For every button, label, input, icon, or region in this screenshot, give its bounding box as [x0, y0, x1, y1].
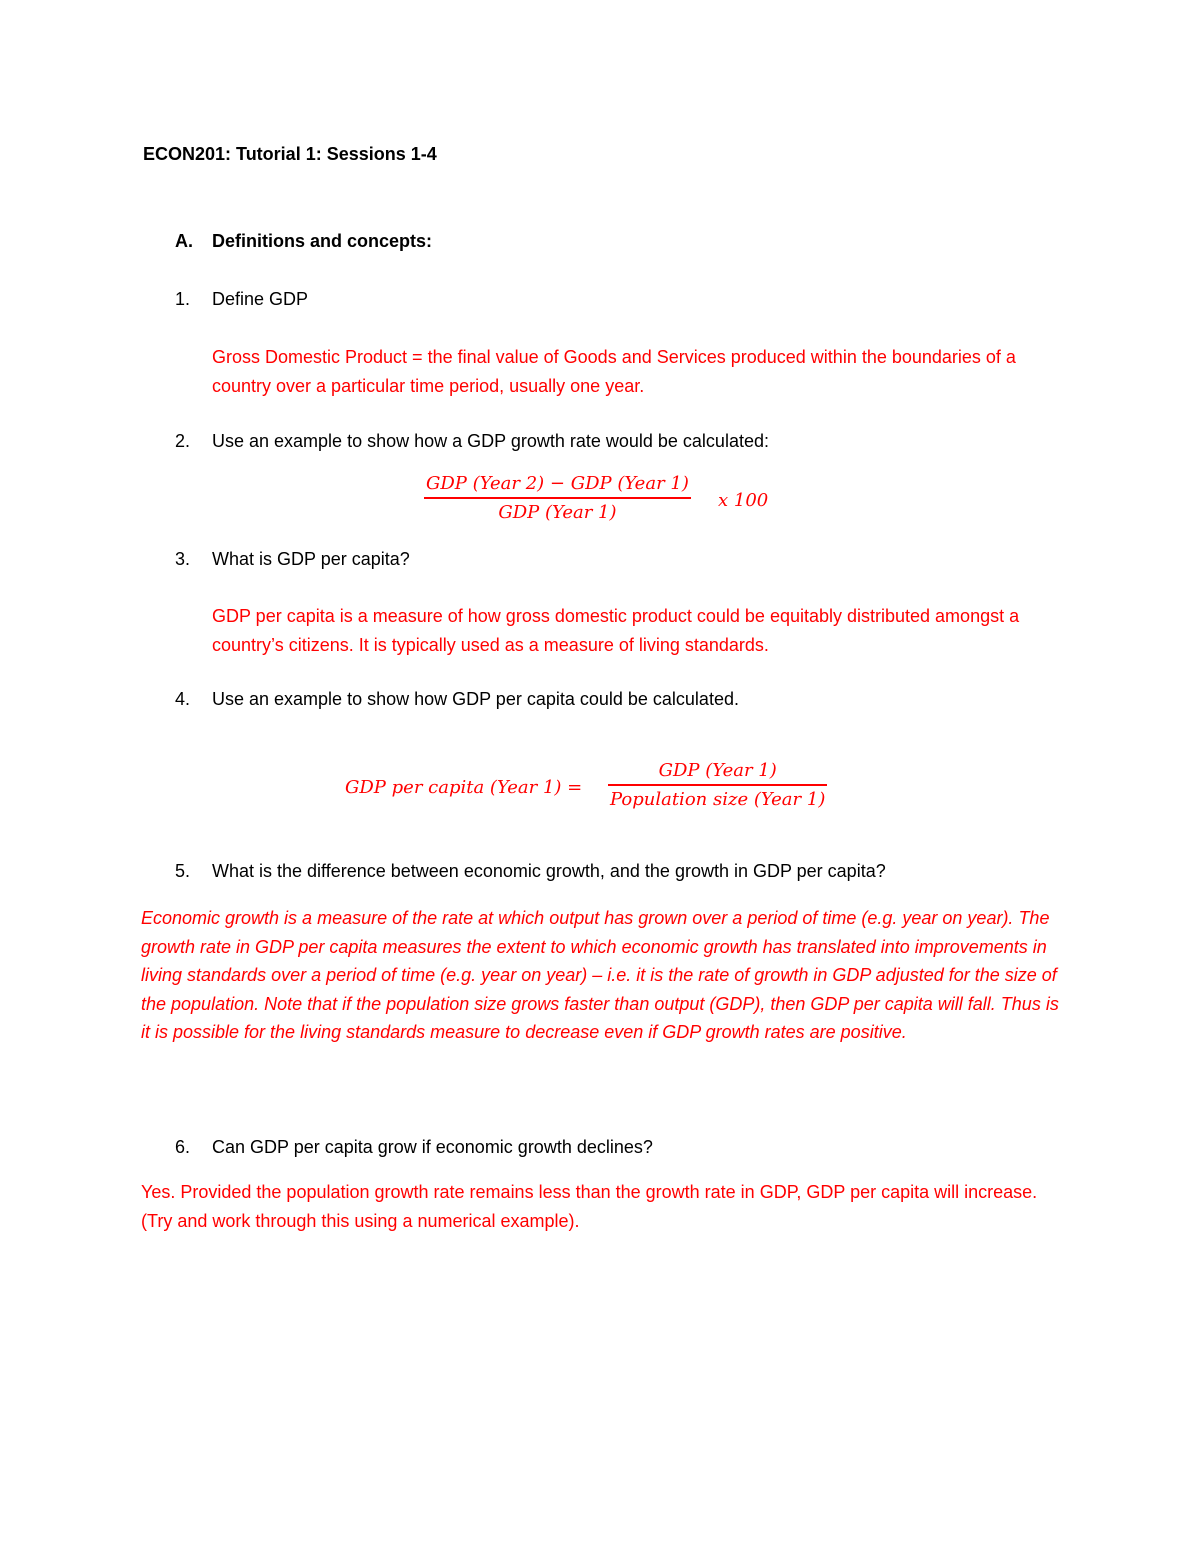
per-capita-denominator: Population size (Year 1): [610, 789, 826, 810]
per-capita-fraction: [608, 760, 827, 810]
growth-numerator: GDP (Year 2) − GDP (Year 1): [426, 473, 689, 494]
answer-3: GDP per capita is a measure of how gross domestic product could be equitably distributed amongst a country’s citizens. It is typically used as a measure of living standards.: [212, 606, 1020, 655]
question-number: 2.: [175, 431, 191, 451]
question-6: [175, 1137, 653, 1158]
question-text: Use an example to show how a GDP growth rate would be calculated:: [212, 431, 769, 451]
question-number: 5.: [175, 861, 191, 881]
per-capita-lhs: GDP per capita (Year 1) =: [345, 777, 583, 798]
question-text: Define GDP: [212, 289, 309, 309]
question-number: 3.: [175, 549, 191, 569]
question-text: What is GDP per capita?: [212, 549, 410, 569]
section-letter: A.: [175, 231, 193, 251]
per-capita-numerator: GDP (Year 1): [658, 760, 777, 781]
question-number: 6.: [175, 1137, 191, 1157]
answer-6: Yes. Provided the population growth rate remains less than the growth rate in GDP, GDP per capita will increase. (Try and work through this using a numerical example).: [141, 1182, 1038, 1231]
question-1: [175, 289, 308, 310]
answer-5: Economic growth is a measure of the rate at which output has grown over a period of time (e.g. year on year). The growth rate in GDP per capita measures the extent to which economic growth has translated into improvements in living standards over a period of time (e.g. year on year) – i.e. it is the rate of growth in GDP adjusted for the size of the population. Note that if the population size grows faster than output (GDP), then GDP per capita will fall. Thus is it is possible for the living standards measure to decrease even if GDP growth rates are positive.: [141, 908, 1059, 1042]
question-number: 4.: [175, 689, 191, 709]
document-title: ECON201: Tutorial 1: Sessions 1-4: [143, 144, 437, 164]
growth-rate-fraction: [424, 473, 691, 523]
question-3: [175, 549, 410, 570]
question-text: What is the difference between economic growth, and the growth in GDP per capita?: [212, 861, 886, 881]
question-2: [175, 431, 769, 452]
growth-multiplier: x 100: [718, 490, 769, 511]
question-number: 1.: [175, 289, 191, 309]
question-4: [175, 689, 739, 710]
question-text: Use an example to show how GDP per capita could be calculated.: [212, 689, 739, 709]
growth-denominator: GDP (Year 1): [498, 502, 617, 523]
section-heading: [175, 231, 432, 252]
answer-1: Gross Domestic Product = the final value of Goods and Services produced within the boundaries of a country over a particular time period, usually one year.: [212, 347, 1016, 396]
question-5: [175, 861, 886, 882]
question-text: Can GDP per capita grow if economic growth declines?: [212, 1137, 653, 1157]
section-label: Definitions and concepts:: [212, 231, 433, 251]
